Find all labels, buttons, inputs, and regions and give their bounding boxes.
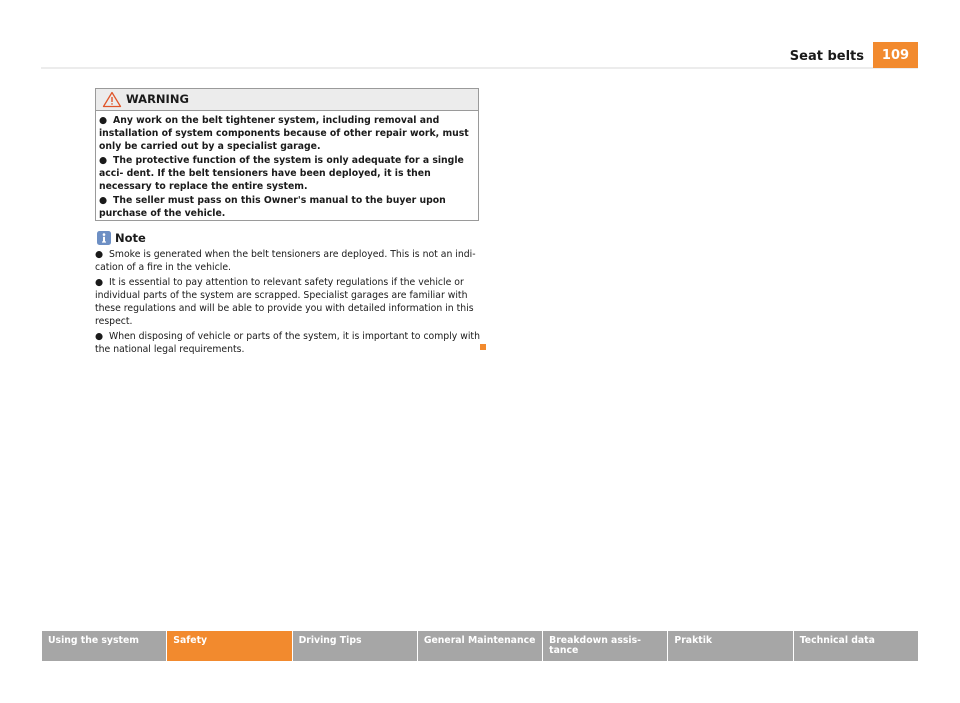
tab-praktik[interactable]: Praktik — [668, 631, 792, 661]
warning-item — [99, 114, 476, 153]
chapter-nav — [42, 631, 918, 661]
note-item-text: Smoke is generated when the belt tensioners are deployed. This is not an indi- cation of a fire in the vehicle. — [95, 249, 476, 273]
note-item — [95, 248, 487, 274]
bullet: ● — [99, 155, 108, 166]
warning-item-text: Any work on the belt tightener system, including removal and installation of system components because of other repair work, must only be carried out by a specialist garage. — [99, 115, 469, 152]
info-icon — [97, 231, 111, 245]
bullet: ● — [95, 331, 104, 342]
bullet: ● — [99, 195, 108, 206]
warning-title: WARNING — [126, 92, 189, 106]
warning-header — [96, 89, 478, 111]
warning-body — [96, 111, 478, 220]
warning-item — [99, 154, 476, 193]
note-header — [95, 230, 487, 248]
note-item — [95, 330, 487, 356]
bullet: ● — [95, 277, 104, 288]
page-number: 109 — [881, 48, 910, 63]
page-title: Seat belts — [789, 49, 864, 64]
tab-general-maintenance[interactable]: General Maintenance — [418, 631, 542, 661]
bullet: ● — [99, 115, 108, 126]
section-end-marker — [480, 344, 486, 350]
note-item-text: It is essential to pay attention to relevant safety regulations if the vehicle or individual parts of the system are scrapped. Specialist garages are familiar with these regulations and will be able to provide you with detailed information in this respect. — [95, 277, 474, 327]
warning-box — [95, 88, 479, 221]
tab-breakdown-assistance[interactable]: Breakdown assis- tance — [543, 631, 667, 661]
tab-using-the-system[interactable]: Using the system — [42, 631, 166, 661]
warning-triangle-icon — [102, 91, 122, 108]
tab-safety[interactable]: Safety — [167, 631, 291, 661]
warning-item-text: The seller must pass on this Owner's manual to the buyer upon purchase of the vehicle. — [99, 195, 446, 219]
note-item-text: When disposing of vehicle or parts of the system, it is important to comply with the national legal requirements. — [95, 331, 480, 355]
note-section — [95, 230, 487, 358]
header-rule — [41, 67, 918, 69]
warning-item-text: The protective function of the system is only adequate for a single acci- dent. If the belt tensioners have been deployed, it is then necessary to replace the entire system. — [99, 155, 464, 192]
bullet: ● — [95, 249, 104, 260]
tab-driving-tips[interactable]: Driving Tips — [293, 631, 417, 661]
warning-item — [99, 194, 476, 220]
note-title: Note — [115, 231, 146, 245]
note-item — [95, 276, 487, 328]
tab-technical-data[interactable]: Technical data — [794, 631, 918, 661]
